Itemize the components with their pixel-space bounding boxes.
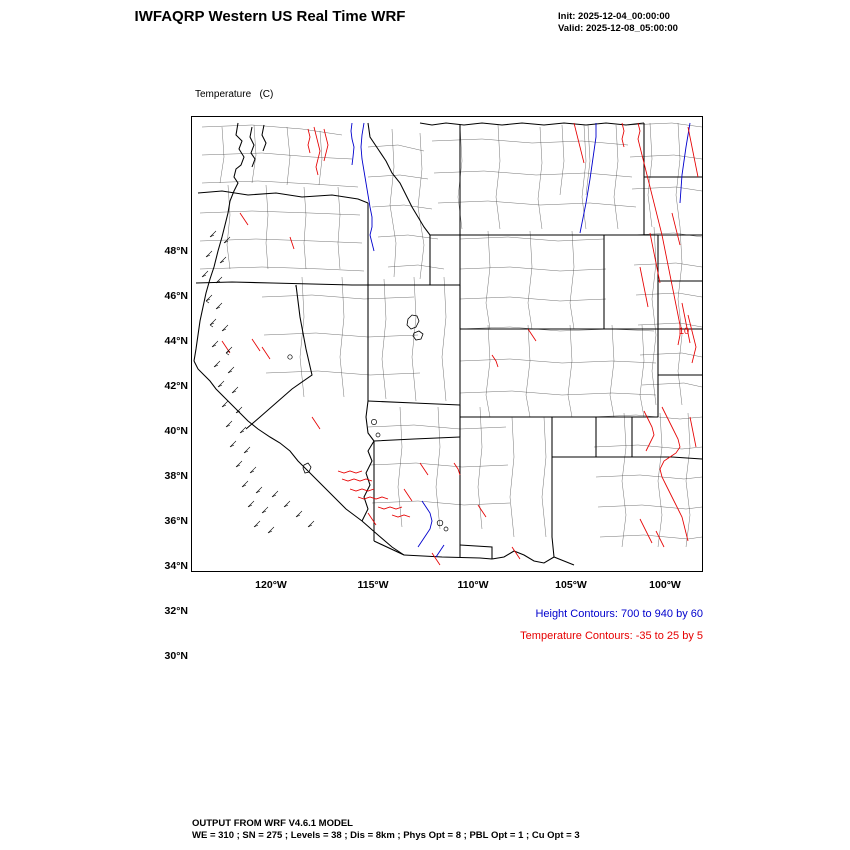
y-tick-40n: 40°N	[164, 425, 188, 437]
y-axis-labels	[136, 116, 188, 662]
y-tick-46n: 46°N	[164, 290, 188, 302]
y-tick-42n: 42°N	[164, 380, 188, 392]
y-tick-44n: 44°N	[164, 335, 188, 347]
init-time-label: Init: 2025-12-04_00:00:00	[558, 11, 670, 22]
x-tick-100w: 100°W	[649, 579, 681, 591]
temperature-units-label: Temperature (C)	[195, 89, 274, 100]
x-tick-105w: 105°W	[555, 579, 587, 591]
x-tick-115w: 115°W	[357, 579, 389, 591]
run-time-block	[558, 11, 678, 35]
y-tick-38n: 38°N	[164, 470, 188, 482]
y-tick-32n: 32°N	[164, 605, 188, 617]
contour-label-10: 10	[679, 326, 690, 336]
y-tick-48n: 48°N	[164, 245, 188, 257]
model-output-footer	[192, 818, 580, 842]
x-tick-120w: 120°W	[255, 579, 287, 591]
map-plot-area	[191, 116, 703, 572]
x-axis-labels	[191, 576, 703, 596]
valid-time-label: Valid: 2025-12-08_05:00:00	[558, 23, 678, 34]
y-tick-36n: 36°N	[164, 515, 188, 527]
y-tick-34n: 34°N	[164, 560, 188, 572]
temperature-contour-legend: Temperature Contours: -35 to 25 by 5	[520, 630, 703, 642]
y-tick-30n: 30°N	[164, 650, 188, 662]
model-config-line: WE = 310 ; SN = 275 ; Levels = 38 ; Dis = 8km ; Phys Opt = 8 ; PBL Opt = 1 ; Cu Opt = 3	[192, 830, 580, 841]
x-tick-110w: 110°W	[457, 579, 489, 591]
height-contour-legend: Height Contours: 700 to 940 by 60	[535, 608, 703, 620]
page-title: IWFAQRP Western US Real Time WRF	[134, 8, 406, 25]
model-version-line: OUTPUT FROM WRF V4.6.1 MODEL	[192, 818, 353, 829]
